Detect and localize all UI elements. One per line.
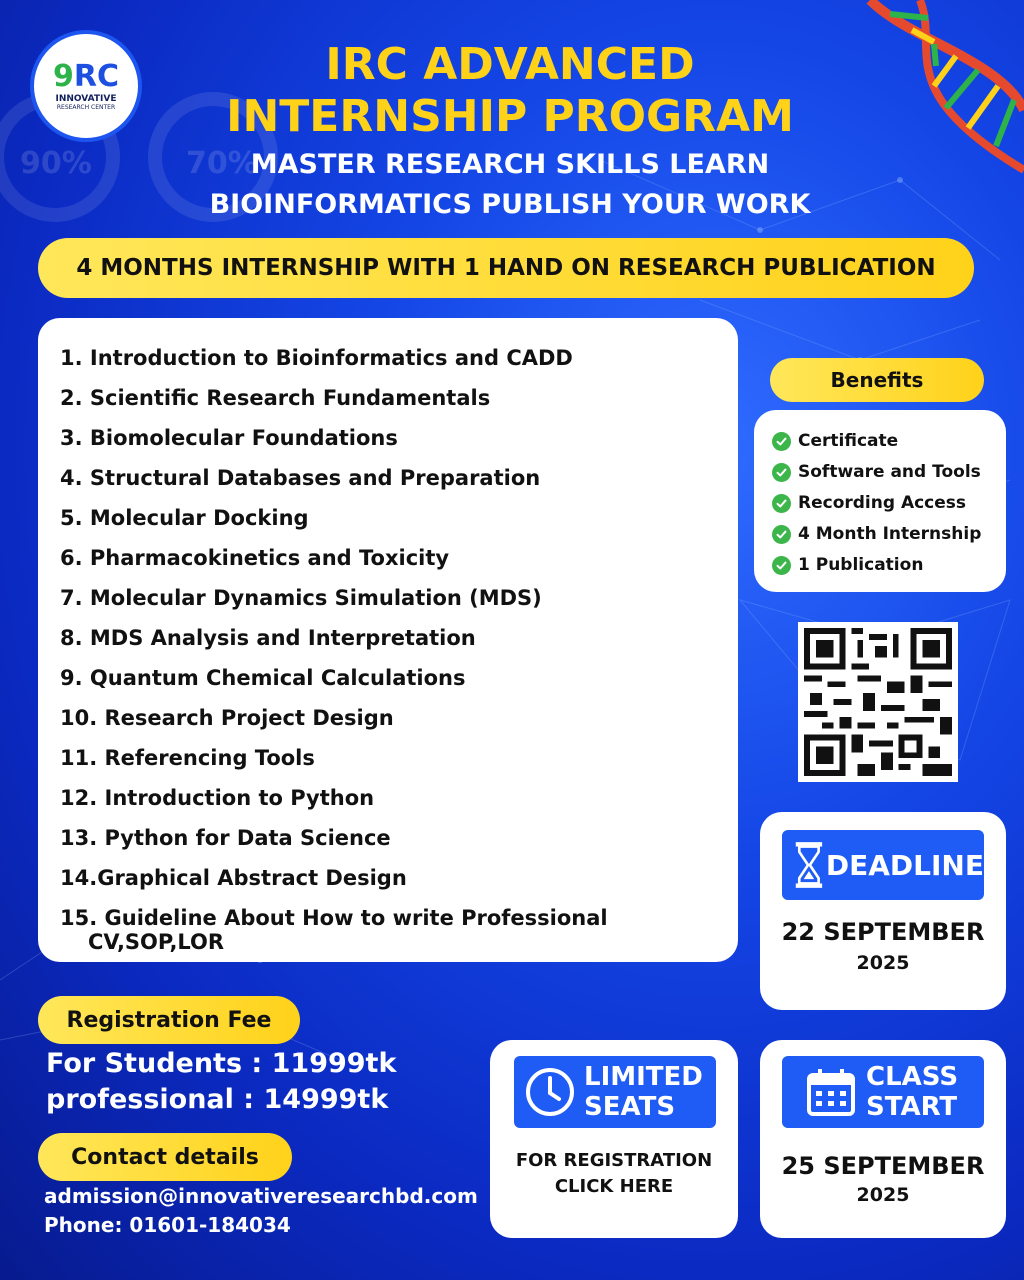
benefit-label: Certificate — [798, 431, 899, 451]
title-line-1: IRC ADVANCED — [325, 39, 695, 90]
internship-highlight-banner: 4 MONTHS INTERNSHIP WITH 1 HAND ON RESEARCH PUBLICATION — [38, 238, 974, 298]
module-item-9: 9. Quantum Chemical Calculations — [60, 666, 466, 690]
benefit-label: Software and Tools — [798, 462, 981, 482]
calendar-icon — [806, 1067, 856, 1117]
background-percent-right: 70% — [186, 146, 258, 181]
module-item-6: 6. Pharmacokinetics and Toxicity — [60, 546, 450, 570]
subtitle-line-2: BIOINFORMATICS PUBLISH YOUR WORK — [209, 189, 811, 220]
clock-icon — [524, 1066, 576, 1118]
module-item-15: 15. Guideline About How to write Professional CV,SOP,LOR — [60, 906, 608, 954]
benefit-item — [772, 457, 988, 488]
class-start-line-1: CLASS — [866, 1062, 959, 1092]
benefit-label: 4 Month Internship — [798, 524, 982, 544]
deadline-card — [760, 812, 1006, 1010]
module-item-14: 14.Graphical Abstract Design — [60, 866, 407, 890]
deadline-badge: DEADLINE — [782, 830, 984, 900]
check-icon — [772, 525, 791, 544]
module-item-1: 1. Introduction to Bioinformatics and CADD — [60, 346, 573, 370]
registration-fee-label: Registration Fee — [38, 996, 300, 1044]
benefit-item — [772, 426, 988, 457]
benefits-label: Benefits — [770, 358, 984, 402]
benefit-label: 1 Publication — [798, 555, 924, 575]
check-icon — [772, 432, 791, 451]
limited-seats-line-2: SEATS — [584, 1092, 676, 1122]
logo — [30, 30, 142, 142]
benefits-card — [754, 410, 1006, 592]
module-item-4: 4. Structural Databases and Preparation — [60, 466, 541, 490]
deadline-year: 2025 — [856, 952, 910, 974]
logo-icon: 9RC — [53, 58, 119, 94]
class-start-line-2: START — [866, 1092, 958, 1122]
module-item-7: 7. Molecular Dynamics Simulation (MDS) — [60, 586, 542, 610]
check-icon — [772, 494, 791, 513]
registration-link-line-1[interactable]: FOR REGISTRATION — [515, 1150, 713, 1171]
qr-code-icon — [804, 628, 952, 776]
course-modules-card — [38, 318, 738, 962]
benefit-item — [772, 488, 988, 519]
module-item-5: 5. Molecular Docking — [60, 506, 309, 530]
module-item-8: 8. MDS Analysis and Interpretation — [60, 626, 476, 650]
logo-name: INNOVATIVE — [55, 93, 117, 104]
module-item-3: 3. Biomolecular Foundations — [60, 426, 398, 450]
module-item-13: 13. Python for Data Science — [60, 826, 391, 850]
benefit-item — [772, 519, 988, 550]
check-icon — [772, 463, 791, 482]
dna-icon — [850, 0, 1024, 180]
module-item-2: 2. Scientific Research Fundamentals — [60, 386, 491, 410]
limited-seats-card[interactable] — [490, 1040, 738, 1238]
contact-phone[interactable]: Phone: 01601-184034 — [44, 1213, 291, 1237]
benefit-item — [772, 550, 988, 581]
background-percent-left: 90% — [20, 146, 92, 181]
title-line-2: INTERNSHIP PROGRAM — [226, 91, 794, 142]
registration-qr-code[interactable] — [798, 622, 958, 782]
subtitle-line-1: MASTER RESEARCH SKILLS LEARN — [250, 149, 770, 180]
module-item-12: 12. Introduction to Python — [60, 786, 375, 810]
limited-seats-badge — [514, 1056, 716, 1128]
class-start-year: 2025 — [856, 1184, 910, 1206]
limited-seats-line-1: LIMITED — [584, 1062, 703, 1092]
module-item-11: 11. Referencing Tools — [60, 746, 315, 770]
benefit-label: Recording Access — [798, 493, 967, 513]
fee-professional: professional : 14999tk — [46, 1084, 389, 1115]
class-start-card — [760, 1040, 1006, 1238]
registration-link-line-2[interactable]: CLICK HERE — [554, 1176, 674, 1197]
contact-email[interactable]: admission@innovativeresearchbd.com — [44, 1184, 478, 1208]
benefit-list — [772, 426, 988, 581]
hourglass-icon — [794, 838, 824, 892]
class-start-badge — [782, 1056, 984, 1128]
class-start-date: 25 SEPTEMBER — [781, 1152, 985, 1180]
module-item-10: 10. Research Project Design — [60, 706, 394, 730]
deadline-date: 22 SEPTEMBER — [781, 918, 985, 946]
fee-students: For Students : 11999tk — [46, 1048, 397, 1079]
contact-details-label: Contact details — [38, 1133, 292, 1181]
module-list — [60, 338, 716, 898]
logo-subname: RESEARCH CENTER — [56, 103, 116, 111]
check-icon — [772, 556, 791, 575]
